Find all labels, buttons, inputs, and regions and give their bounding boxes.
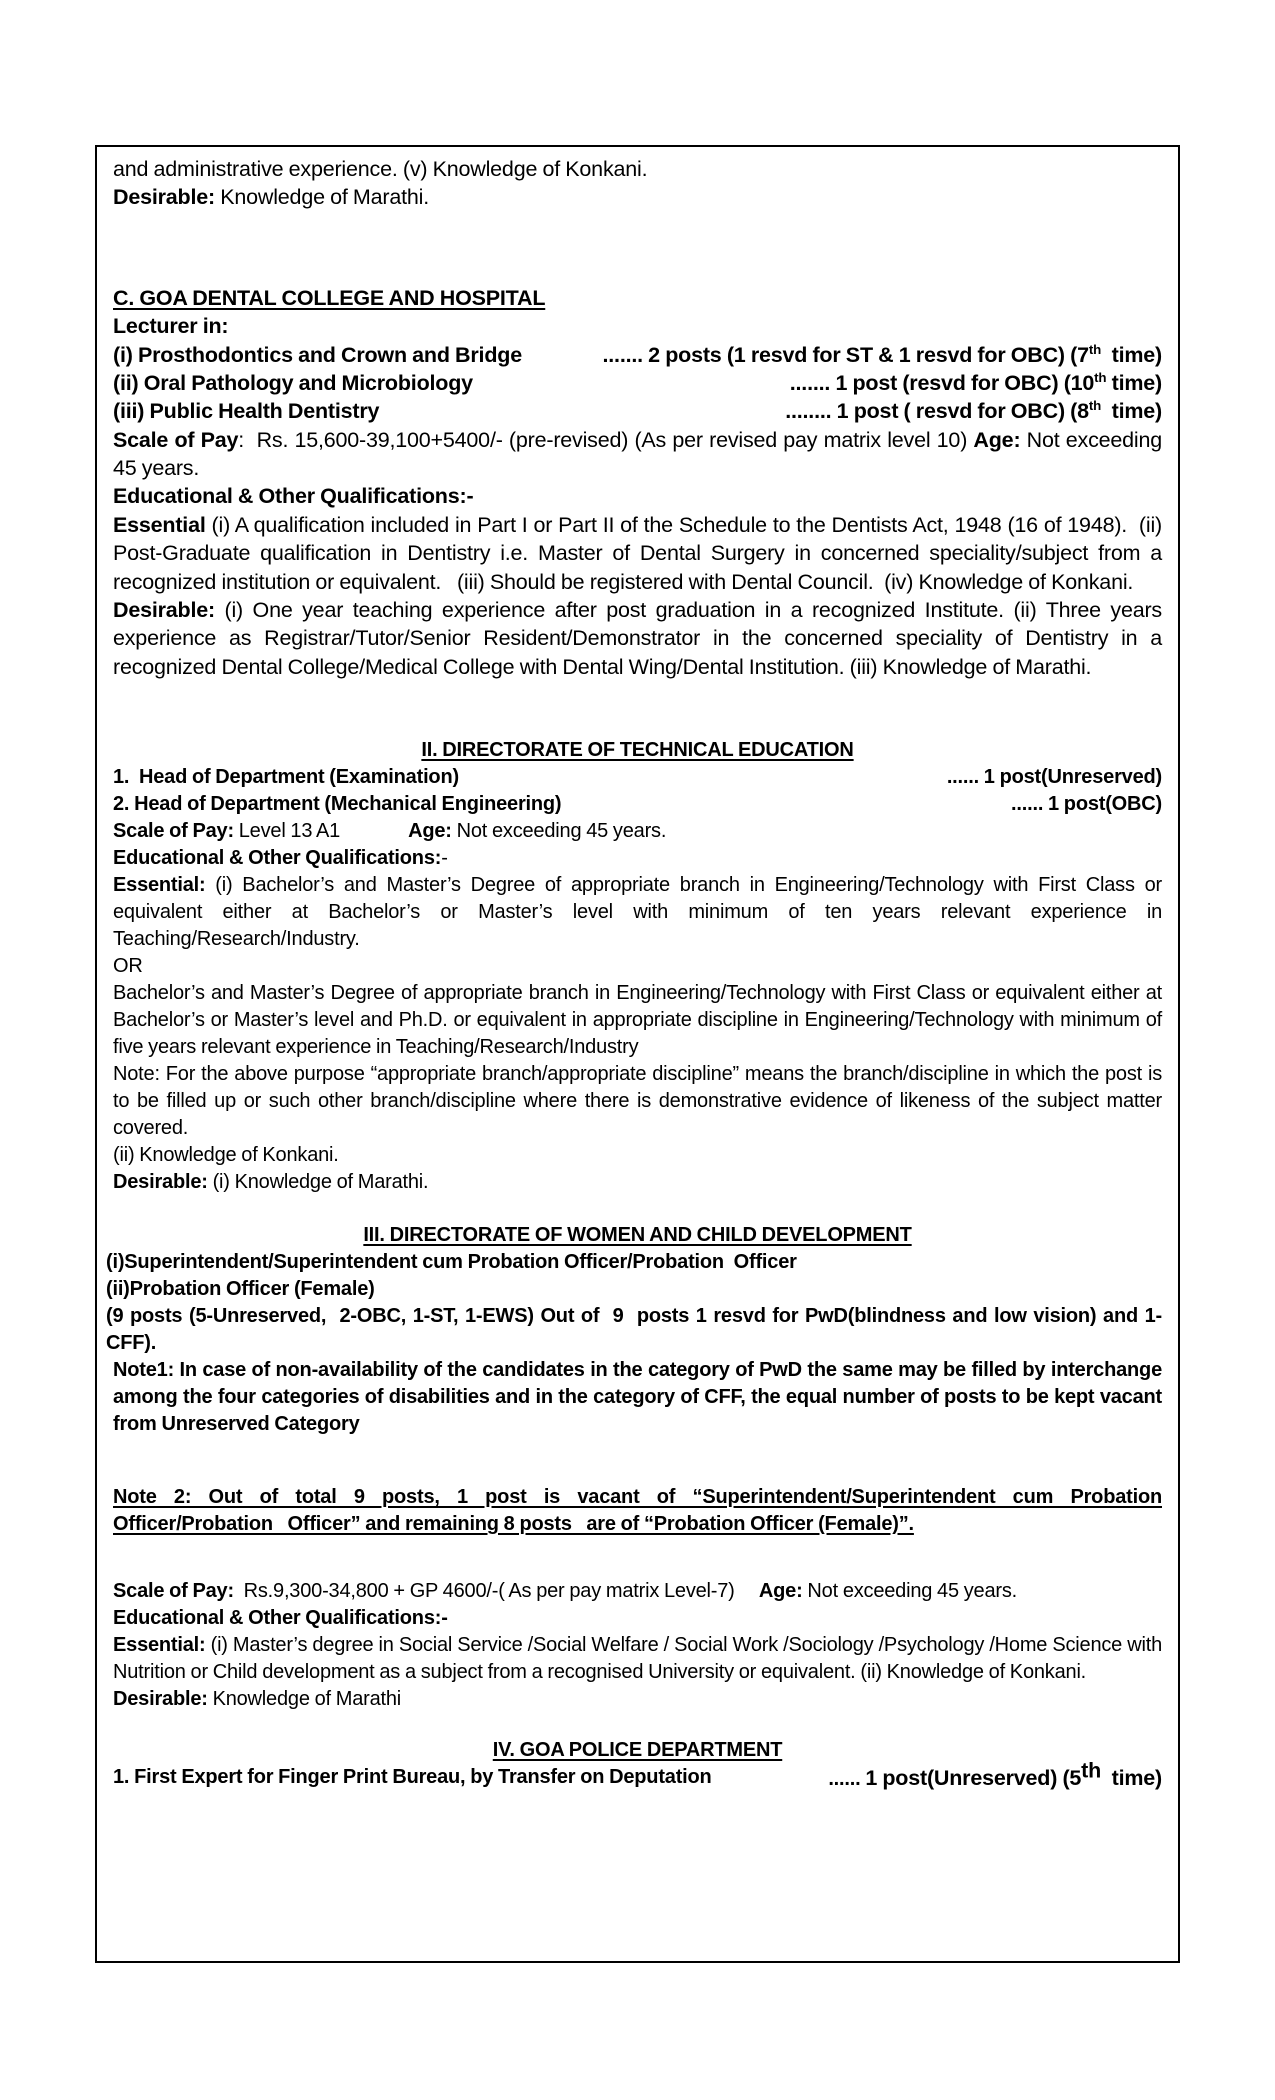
post-line-oral-pathology — [113, 369, 1162, 397]
text-run: Age: — [973, 427, 1021, 452]
essential-dte-alt — [113, 980, 1162, 1061]
scale-of-pay-wcd — [113, 1578, 1162, 1605]
text-run: 1. Head of Department (Examination) — [113, 766, 459, 788]
text-run: Age: — [758, 1580, 803, 1602]
text-run: Rs.9,300-34,800 + GP 4600/-( As per pay matrix Level-7) — [233, 1580, 759, 1602]
text-run: Age: — [408, 820, 452, 842]
text-run: (i)Superintendent/Superintendent cum Probation Officer/Probation Officer — [106, 1251, 797, 1273]
text-run: (ii) Oral Pathology and Microbiology — [113, 370, 473, 395]
post-title — [113, 397, 379, 425]
spacer — [113, 212, 1162, 284]
essential-dental — [113, 511, 1162, 596]
text-run: Desirable: — [113, 185, 215, 210]
text-run: (i) Master’s degree in Social Service /Social Welfare / Social Work /Sociology /Psychology /Home Science with Nutrition or Child development as a subject from a recognised University or equivalent. (ii) Knowledge of Konkani. — [113, 1634, 1162, 1683]
post-count — [1011, 791, 1162, 818]
post-title — [113, 341, 522, 369]
spacer — [113, 1538, 1162, 1578]
note1 — [113, 1357, 1162, 1438]
desirable-dental — [113, 596, 1162, 681]
text-run: ....... 1 post (resvd for OBC) (10 — [789, 370, 1095, 395]
text-run: Scale of Pay: — [113, 1580, 234, 1602]
text-run: th — [1088, 341, 1102, 357]
post-line-public-health — [113, 397, 1162, 425]
text-run: 2. Head of Department (Mechanical Engineering) — [113, 793, 562, 815]
text-run: Not exceeding 45 years. — [113, 427, 1163, 480]
or-line — [113, 953, 1162, 980]
text-run: C. GOA DENTAL COLLEGE AND HOSPITAL — [113, 285, 546, 310]
text-run: Educational & Other Qualifications:- — [113, 1607, 448, 1629]
text-run: OR — [113, 955, 143, 977]
text-run: 1 post(Unreserved) (5 — [865, 1766, 1082, 1790]
text-run: ....... 2 posts (1 resvd for ST & 1 resvd for OBC) (7 — [602, 342, 1089, 367]
section-heading-women-child — [113, 1222, 1162, 1249]
text-run: Educational & Other Qualifications: — [113, 847, 442, 869]
text-run: Essential: — [113, 874, 206, 896]
post-title — [113, 764, 459, 791]
post-title — [113, 791, 561, 818]
note-appropriate-branch — [113, 1061, 1162, 1142]
post-count — [947, 764, 1162, 791]
text-run: Desirable: — [113, 597, 215, 622]
text-run: (i) A qualification included in Part I or Part II of the Schedule to the Dentists Act, 1948 (16 of 1948). (ii) Post-Graduate qualification in Dentistry i.e. Master of Dental Surgery in concerned speciality/subject from a recognized institution or equivalent. (iii) Should be registered with Dental Council. (iv) Knowledge of Konkani. — [113, 512, 1162, 594]
text-run: ...... 1 post(Unreserved) — [946, 766, 1162, 788]
essential-wcd — [113, 1632, 1162, 1686]
post-line-finger-print — [113, 1758, 1162, 1793]
desirable-dte — [113, 1169, 1162, 1196]
text-run: (ii)Probation Officer (Female) — [106, 1278, 375, 1300]
text-run: Knowledge of Marathi — [207, 1688, 402, 1710]
educational-qualifications-heading — [113, 482, 1162, 510]
text-run: ...... — [823, 1768, 866, 1790]
educational-qualifications-heading — [113, 845, 1162, 872]
text-run: Scale of Pay — [113, 427, 239, 452]
text-run: Lecturer in: — [113, 314, 229, 339]
educational-qualifications-heading — [113, 1605, 1162, 1632]
text-run: Bachelor’s and Master’s Degree of appropriate branch in Engineering/Technology with First Class or equivalent either at Bachelor’s or Master’s level and Ph.D. or equivalent in appropriate discipline in Engineering/Technology with minimum of five years relevant experience in Teaching/Research/Industry — [113, 982, 1162, 1058]
desirable-wcd — [113, 1686, 1162, 1713]
post-line-prosthodontics — [113, 341, 1162, 369]
post-probation-officer — [106, 1276, 1162, 1303]
section-heading-dental-college — [113, 284, 1162, 312]
text-run: 1. First Expert for Finger Print Bureau, by Transfer on Deputation — [113, 1766, 712, 1788]
text-run: (iii) Public Health Dentistry — [113, 399, 380, 424]
text-run: (i) One year teaching experience after post graduation in a recognized Institute. (ii) Three years experience as Registrar/Tutor/Senior Resident/Demonstrator in the concerned speciality of Dentistry in a recognized Dental College/Medical College with Dental Wing/Dental Institution. (iii) Knowledge of Marathi. — [113, 597, 1162, 679]
text-run: ...... 1 post(OBC) — [1011, 793, 1162, 815]
text-run: Not exceeding 45 years. — [451, 820, 667, 842]
post-line-hod-mechanical — [113, 791, 1162, 818]
spacer — [113, 1713, 1162, 1737]
spacer — [113, 1196, 1162, 1222]
text-run: time) — [1101, 1766, 1162, 1790]
text-run: : Rs. 15,600-39,100+5400/- (pre-revised) (As per revised pay matrix level 10) — [238, 427, 974, 452]
post-count — [785, 397, 1162, 425]
spacer — [113, 1438, 1162, 1484]
text-run: Note 2: Out of total 9 posts, 1 post is vacant of “Superintendent/Superintendent cum Probation Officer/Probation Officer” and remaining 8 posts are of “Probation Officer (Female)”. — [113, 1486, 1162, 1535]
text-run: Note1: In case of non-availability of the candidates in the category of PwD the same may be filled by interchange among the four categories of disabilities and in the category of CFF, the equal number of posts to be kept vacant from Unreserved Category — [113, 1359, 1162, 1435]
text-run: Knowledge of Marathi. — [214, 185, 429, 210]
note2 — [113, 1484, 1162, 1538]
section-heading-police — [113, 1737, 1162, 1764]
text-run: and administrative experience. (v) Knowledge of Konkani. — [113, 157, 648, 181]
text-run: Educational & Other Qualifications:- — [113, 484, 474, 509]
text-run: (i) Bachelor’s and Master’s Degree of appropriate branch in Engineering/Technology with First Class or equivalent either at Bachelor’s or Master’s level with minimum of ten years relevant experience in Teaching/Research/Industry. — [113, 874, 1162, 950]
konkani-line — [113, 1142, 1162, 1169]
text-run: Not exceeding 45 years. — [802, 1580, 1018, 1602]
text-run: Note: For the above purpose “appropriate branch/appropriate discipline” means the branch/discipline in which the post is to be filled up or such other branch/discipline where there is demonstrative evidence of likeness of the subject matter covered. — [113, 1063, 1162, 1139]
intro-line — [113, 155, 1162, 183]
text-run: Desirable: — [113, 1688, 208, 1710]
text-run: (9 posts (5-Unreserved, 2-OBC, 1-ST, 1-EWS) Out of 9 posts 1 resvd for PwD(blindness and low vision) and 1-CFF). — [106, 1305, 1162, 1354]
document-border — [95, 145, 1180, 1963]
document-content — [106, 155, 1163, 1793]
spacer — [113, 681, 1162, 737]
post-superintendent — [106, 1249, 1162, 1276]
post-count — [823, 1758, 1162, 1793]
text-run: III. DIRECTORATE OF WOMEN AND CHILD DEVELOPMENT — [363, 1224, 912, 1246]
text-run: (i) Knowledge of Marathi. — [207, 1171, 429, 1193]
text-run: Essential: — [113, 1634, 206, 1656]
text-run: Desirable: — [113, 1171, 208, 1193]
post-title — [113, 1764, 712, 1793]
posts-breakdown — [106, 1303, 1162, 1357]
scale-of-pay-dte — [113, 818, 1162, 845]
post-count — [790, 369, 1162, 397]
scale-of-pay-dental — [113, 426, 1162, 483]
text-run: th — [1088, 398, 1102, 414]
text-run: (i) Prosthodontics and Crown and Bridge — [113, 342, 522, 367]
lecturer-in-label — [113, 312, 1162, 340]
desirable-line — [113, 183, 1162, 211]
text-run: time) — [1106, 370, 1162, 395]
text-run: th — [1094, 369, 1107, 385]
text-run: time) — [1101, 399, 1162, 424]
section-heading-technical-education — [113, 737, 1162, 764]
text-run: - — [441, 847, 448, 869]
post-line-hod-examination — [113, 764, 1162, 791]
text-run: time) — [1101, 342, 1162, 367]
text-run: th — [1081, 1758, 1102, 1783]
text-run: II. DIRECTORATE OF TECHNICAL EDUCATION — [421, 739, 854, 761]
essential-dte — [113, 872, 1162, 953]
text-run: (ii) Knowledge of Konkani. — [113, 1144, 339, 1166]
text-run: Level 13 A1 — [233, 820, 409, 842]
text-run: ........ 1 post ( resvd for OBC) (8 — [785, 399, 1089, 424]
text-run: Scale of Pay: — [113, 820, 234, 842]
text-run: IV. GOA POLICE DEPARTMENT — [492, 1739, 783, 1761]
post-title — [113, 369, 473, 397]
text-run: Essential — [113, 512, 206, 537]
post-count — [603, 341, 1163, 369]
